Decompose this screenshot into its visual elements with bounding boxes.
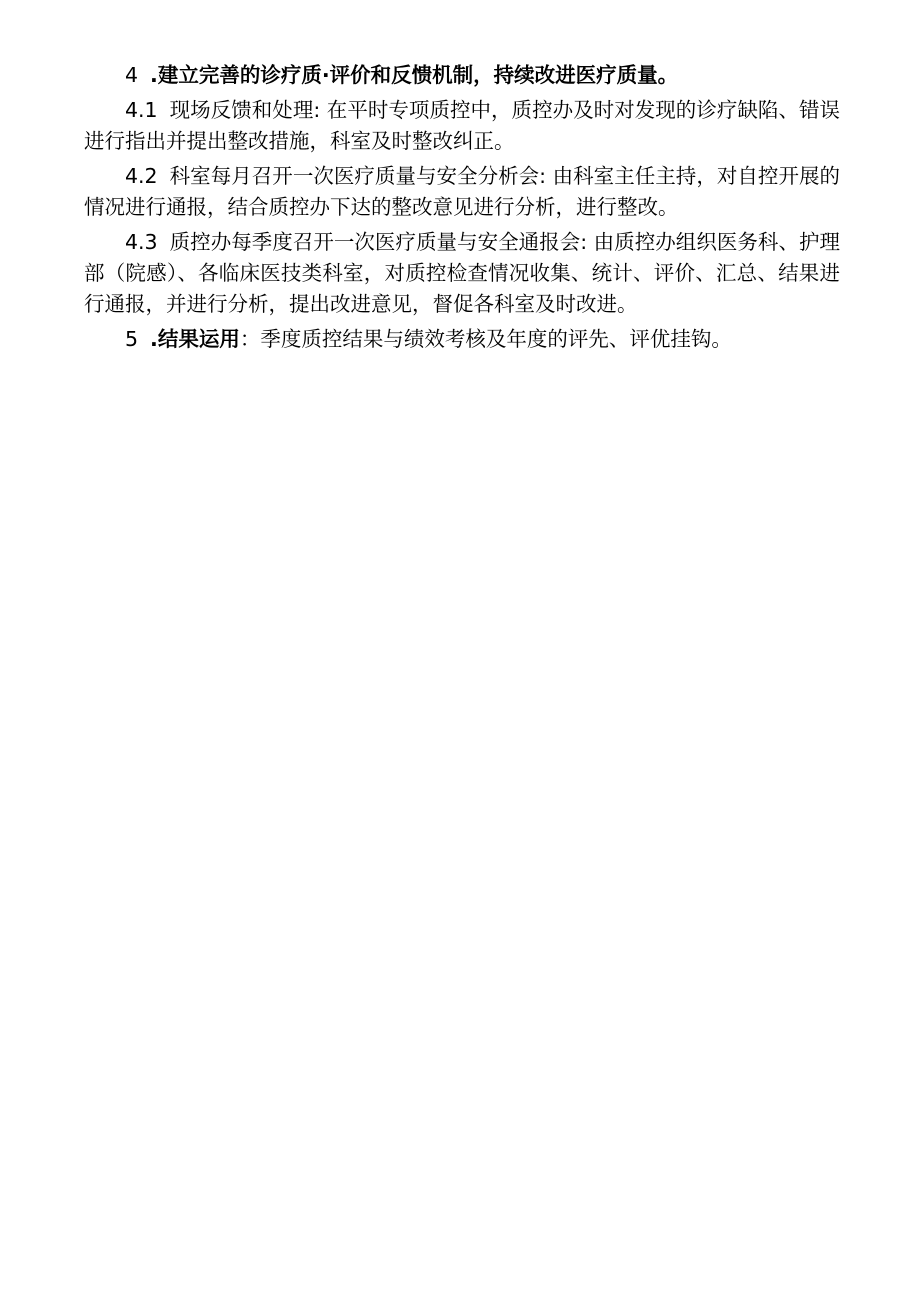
section-text: 科室每月召开一次医疗质量与安全分析会: 由科室主任主持，对自控开展的情况进行通报，结合质控办下达的整改意见进行分析，进行整改。 [84,164,840,219]
section-4-3 [84,227,840,320]
section-5 [84,324,840,355]
section-number: 5 [125,327,139,351]
section-number: 4.2 [125,164,158,188]
section-heading: .建立完善的诊疗质·评价和反愦机制，持续改进医疗质量。 [150,63,679,87]
document-body [84,60,840,359]
section-4-2 [84,161,840,223]
section-text: 现场反馈和处理: 在平时专项质控中，质控办及时对发现的诊疗缺陷、错误进行指出并提出整改措施，科室及时整改纠正。 [84,98,840,153]
section-text: 质控办每季度召开一次医疗质量与安全通报会: 由质控办组织医务科、护理部（院感）、各临床医技类科室，对质控检查情况收集、统计、评价、汇总、结果进行通报，并进行分析，提出改进意见，督促各科室及时改进。 [84,230,840,316]
section-heading: .结果运用 [150,327,240,351]
section-4 [84,60,840,91]
section-number: 4.3 [125,230,158,254]
section-number: 4.1 [125,98,158,122]
section-text: ：季度质控结果与绩效考核及年度的评先、评优挂钩。 [239,327,732,351]
section-4-1 [84,95,840,157]
section-number: 4 [125,63,139,87]
